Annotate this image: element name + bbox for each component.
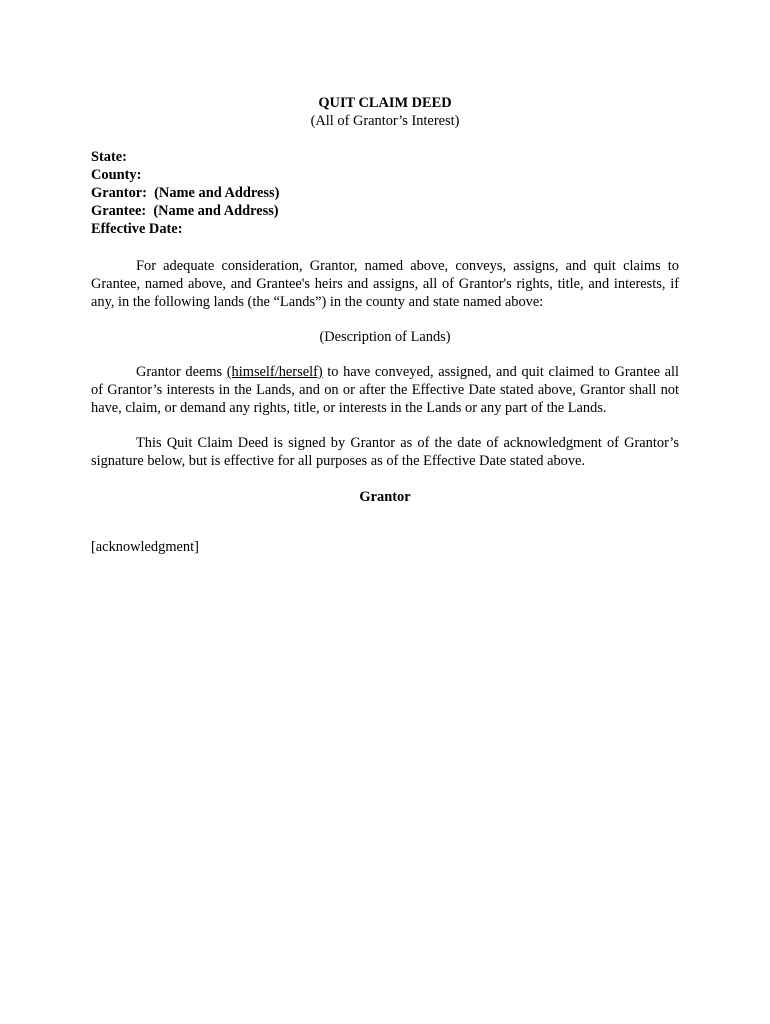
acknowledgment-placeholder: [acknowledgment] [91,539,199,555]
field-state: State: [91,149,127,165]
document-title: QUIT CLAIM DEED [318,95,452,111]
document-subtitle: (All of Grantor’s Interest) [310,113,460,129]
document-body [91,94,679,570]
interest-paragraph [91,363,679,417]
field-grantor: Grantor: (Name and Address) [91,185,280,201]
interest-paragraph-end: to have conveyed, assigned, and quit claimed to Grantee all of Grantor’s interests in the Lands, and on or after the Effective Date stated above, Grantor shall not have, claim, or demand any rights, title, or interests in the Lands or any part of the Lands. [91,364,679,416]
field-grantee: Grantee: (Name and Address) [91,203,279,219]
grantor-signature-label: Grantor [359,489,411,505]
interest-paragraph-start: Grantor deems [136,364,227,380]
conveyance-paragraph: For adequate consideration, Grantor, named above, conveys, assigns, and quit claims to Grantee, named above, and Grantee's heirs and assigns, all of Grantor's rights, title, and interests, if any, in the following lands (the “Lands”) in the county and state named above: [91,258,679,310]
pronoun-placeholder: (himself/herself) [226,364,323,380]
description-of-lands: (Description of Lands) [319,329,451,345]
deed-fields [91,148,679,238]
signature-paragraph: This Quit Claim Deed is signed by Grantor as of the date of acknowledgment of Grantor’s signature below, but is effective for all purposes as of the Effective Date stated above. [91,435,679,469]
field-effective-date: Effective Date: [91,221,183,237]
field-county: County: [91,167,142,183]
